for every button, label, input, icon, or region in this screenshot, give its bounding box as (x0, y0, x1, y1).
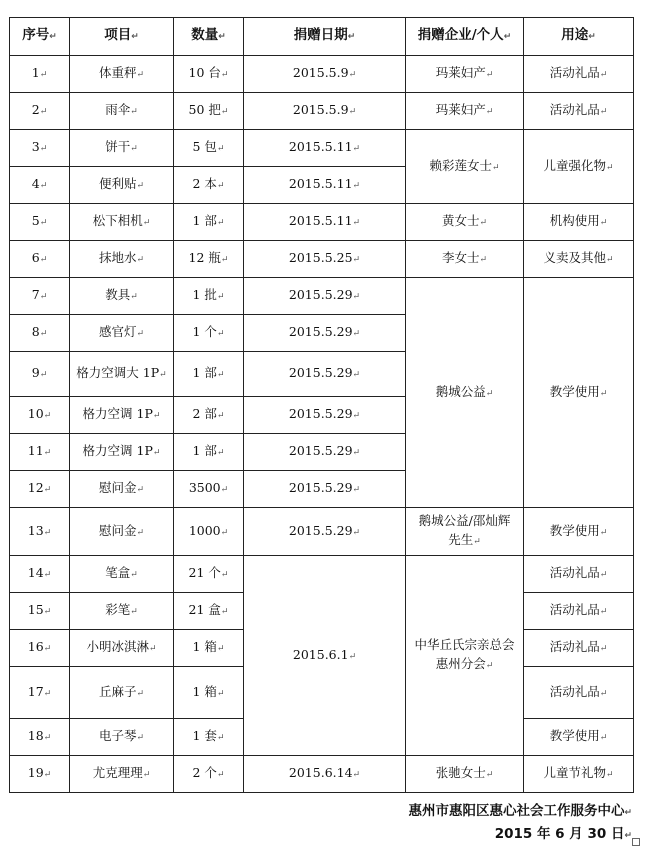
cell-no: 16↵ (10, 630, 70, 667)
cell-use: 活动礼品↵ (524, 93, 634, 130)
cell-use: 儿童节礼物↵ (524, 756, 634, 793)
header-no: 序号↵ (10, 18, 70, 56)
cell-item: 格力空调 1P↵ (70, 397, 174, 434)
table-row (10, 241, 634, 278)
cell-qty: 2 部↵ (174, 397, 244, 434)
cell-donor: 玛莱妇产↵ (406, 56, 524, 93)
cell-item: 便利贴↵ (70, 167, 174, 204)
cell-item: 小明冰淇淋↵ (70, 630, 174, 667)
cell-no: 18↵ (10, 719, 70, 756)
cell-qty: 2 个↵ (174, 756, 244, 793)
cell-no: 6↵ (10, 241, 70, 278)
cell-item: 松下相机↵ (70, 204, 174, 241)
cell-qty: 1 个↵ (174, 315, 244, 352)
table-row (10, 556, 634, 593)
cell-use: 教学使用↵ (524, 508, 634, 556)
cell-donor: 中华丘氏宗亲总会惠州分会↵ (406, 556, 524, 756)
table-row (10, 508, 634, 556)
cell-date: 2015.5.29↵ (244, 434, 406, 471)
cell-qty: 21 个↵ (174, 556, 244, 593)
header-date: 捐赠日期↵ (244, 18, 406, 56)
cell-item: 电子琴↵ (70, 719, 174, 756)
cell-no: 1↵ (10, 56, 70, 93)
cell-no: 11↵ (10, 434, 70, 471)
header-item: 项目↵ (70, 18, 174, 56)
header-qty: 数量↵ (174, 18, 244, 56)
header-donor: 捐赠企业/个人↵ (406, 18, 524, 56)
cell-no: 12↵ (10, 471, 70, 508)
cell-donor: 张驰女士↵ (406, 756, 524, 793)
cell-date: 2015.5.9↵ (244, 56, 406, 93)
cell-item: 感官灯↵ (70, 315, 174, 352)
cell-qty: 5 包↵ (174, 130, 244, 167)
cell-qty: 1 部↵ (174, 352, 244, 397)
cell-use: 儿童强化物↵ (524, 130, 634, 204)
cell-date: 2015.5.29↵ (244, 315, 406, 352)
cell-qty: 21 盒↵ (174, 593, 244, 630)
cell-item: 抹地水↵ (70, 241, 174, 278)
cell-no: 5↵ (10, 204, 70, 241)
cell-donor: 鹅城公益↵ (406, 278, 524, 508)
cell-item: 格力空调 1P↵ (70, 434, 174, 471)
cell-no: 9↵ (10, 352, 70, 397)
cell-no: 19↵ (10, 756, 70, 793)
cell-item: 雨伞↵ (70, 93, 174, 130)
table-row (10, 56, 634, 93)
cell-date: 2015.6.14↵ (244, 756, 406, 793)
cell-qty: 3500↵ (174, 471, 244, 508)
table-row (10, 130, 634, 167)
cell-item: 慰问金↵ (70, 508, 174, 556)
cell-use: 活动礼品↵ (524, 593, 634, 630)
cell-date: 2015.5.11↵ (244, 167, 406, 204)
cell-donor: 黄女士↵ (406, 204, 524, 241)
cell-use: 机构使用↵ (524, 204, 634, 241)
cell-date: 2015.5.29↵ (244, 352, 406, 397)
cell-no: 4↵ (10, 167, 70, 204)
header-row (10, 18, 634, 56)
cell-qty: 12 瓶↵ (174, 241, 244, 278)
cell-item: 教具↵ (70, 278, 174, 315)
cell-item: 饼干↵ (70, 130, 174, 167)
cell-no: 3↵ (10, 130, 70, 167)
table-row (10, 204, 634, 241)
cell-no: 10↵ (10, 397, 70, 434)
cell-qty: 1 箱↵ (174, 630, 244, 667)
cell-use: 义卖及其他↵ (524, 241, 634, 278)
cell-item: 笔盒↵ (70, 556, 174, 593)
cell-use: 教学使用↵ (524, 278, 634, 508)
cell-qty: 1 套↵ (174, 719, 244, 756)
cell-item: 格力空调大 1P↵ (70, 352, 174, 397)
cell-use: 活动礼品↵ (524, 667, 634, 719)
cell-qty: 2 本↵ (174, 167, 244, 204)
cell-no: 7↵ (10, 278, 70, 315)
table-row (10, 93, 634, 130)
cell-item: 慰问金↵ (70, 471, 174, 508)
cell-qty: 1 箱↵ (174, 667, 244, 719)
cell-qty: 1000↵ (174, 508, 244, 556)
cell-date: 2015.5.11↵ (244, 130, 406, 167)
cell-donor: 玛莱妇产↵ (406, 93, 524, 130)
cell-qty: 50 把↵ (174, 93, 244, 130)
cell-no: 13↵ (10, 508, 70, 556)
cell-date: 2015.5.29↵ (244, 508, 406, 556)
cell-qty: 1 部↵ (174, 434, 244, 471)
cell-no: 8↵ (10, 315, 70, 352)
cell-use: 教学使用↵ (524, 719, 634, 756)
cell-no: 2↵ (10, 93, 70, 130)
cell-date: 2015.5.9↵ (244, 93, 406, 130)
cell-donor: 鹅城公益/邵灿辉先生↵ (406, 508, 524, 556)
cell-use: 活动礼品↵ (524, 56, 634, 93)
cell-item: 尤克理理↵ (70, 756, 174, 793)
cell-item: 丘麻子↵ (70, 667, 174, 719)
cell-qty: 1 部↵ (174, 204, 244, 241)
cell-item: 体重秤↵ (70, 56, 174, 93)
cell-no: 14↵ (10, 556, 70, 593)
table-row (10, 756, 634, 793)
cell-item: 彩笔↵ (70, 593, 174, 630)
cell-donor: 赖彩莲女士↵ (406, 130, 524, 204)
table-row (10, 278, 634, 315)
cell-date: 2015.5.25↵ (244, 241, 406, 278)
footer-date: 2015 年 6 月 30 日↵ (494, 826, 632, 842)
cell-no: 15↵ (10, 593, 70, 630)
end-mark (632, 838, 640, 846)
donation-table (9, 17, 634, 793)
cell-qty: 1 批↵ (174, 278, 244, 315)
cell-date: 2015.5.29↵ (244, 397, 406, 434)
cell-date: 2015.5.29↵ (244, 471, 406, 508)
cell-use: 活动礼品↵ (524, 630, 634, 667)
footer-organization: 惠州市惠阳区惠心社会工作服务中心↵ (408, 803, 632, 819)
cell-qty: 10 台↵ (174, 56, 244, 93)
cell-date: 2015.6.1↵ (244, 556, 406, 756)
cell-date: 2015.5.11↵ (244, 204, 406, 241)
header-use: 用途↵ (524, 18, 634, 56)
cell-date: 2015.5.29↵ (244, 278, 406, 315)
cell-donor: 李女士↵ (406, 241, 524, 278)
cell-no: 17↵ (10, 667, 70, 719)
cell-use: 活动礼品↵ (524, 556, 634, 593)
